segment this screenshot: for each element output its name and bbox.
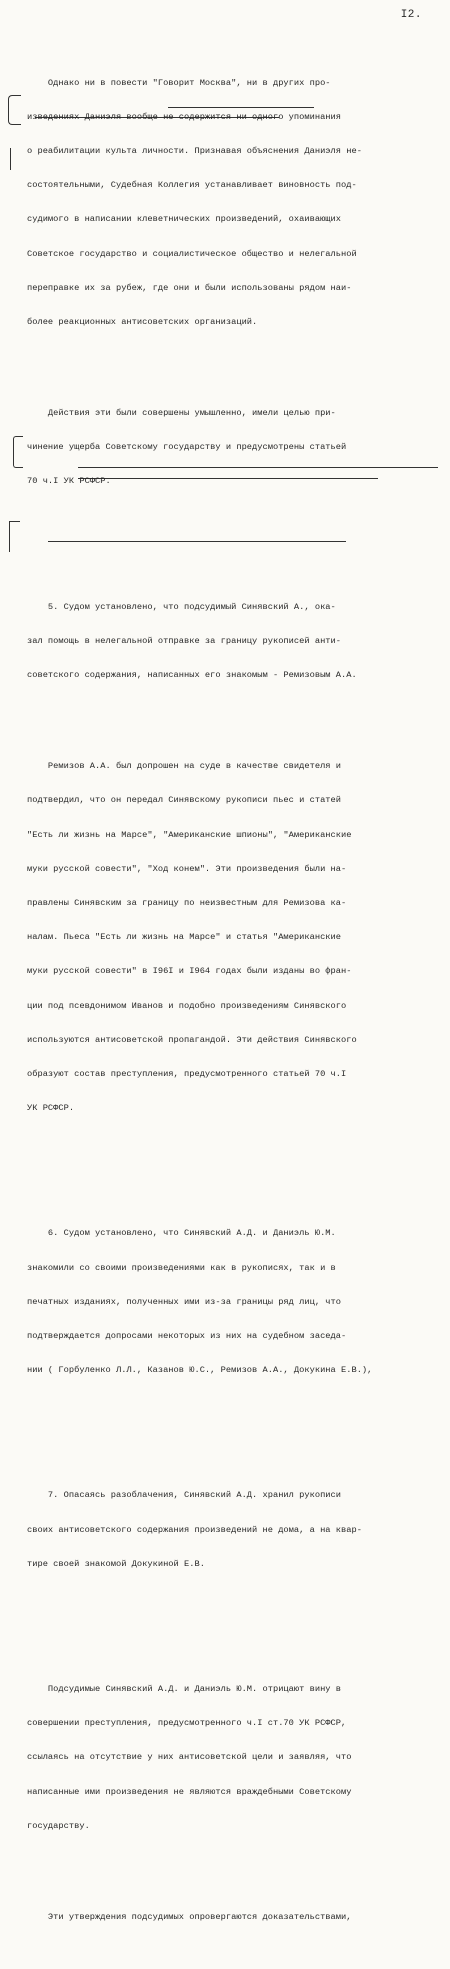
paragraph xyxy=(27,1889,431,1946)
text-line: правлены Синявским за границу по неизвестным для Ремизова ка- xyxy=(27,897,347,908)
paragraph xyxy=(27,385,431,510)
text-line xyxy=(27,567,431,578)
paragraph xyxy=(27,55,431,351)
text-line: судимого в написании клеветнических произведений, охаивающих xyxy=(27,214,342,225)
margin-bracket-mark xyxy=(8,95,21,125)
text-line: знакомили со своими произведениями как в рукописях, так и в xyxy=(27,1262,336,1273)
text-line: 6. Судом установлено, что Синявский А.Д. и Даниэль Ю.М. xyxy=(27,1228,336,1239)
paragraph xyxy=(27,1433,431,1593)
paragraph xyxy=(27,1171,431,1399)
text-line: тире своей знакомой Докукиной Е.В. xyxy=(27,1558,205,1569)
paragraph xyxy=(27,545,431,705)
text-line: "Есть ли жизнь на Марсе", "Американские шпионы", "Американские xyxy=(27,829,352,840)
text-line: 70 ч.I УК РСФСР. xyxy=(27,476,111,487)
paragraph xyxy=(27,1627,431,1855)
text-line: ссылаясь на отсутствие у них антисоветской цели и заявляя, что xyxy=(27,1752,352,1763)
text-line: изведениях Даниэля вообще не содержится ни одного упоминания xyxy=(27,111,342,122)
page-number: I2. xyxy=(400,9,422,21)
text-line: написанные ими произведения не являются враждебными Советскому xyxy=(27,1786,352,1797)
document-body xyxy=(27,32,431,1969)
text-line: налам. Пьеса "Есть ли жизнь на Марсе" и статья "Американские xyxy=(27,932,342,943)
text-line: советского содержания, написанных его знакомым - Ремизовым А.А. xyxy=(27,670,357,681)
text-line xyxy=(27,1650,431,1661)
text-line: муки русской совести" в I96I и I964 годах были изданы во фран- xyxy=(27,966,352,977)
text-line: Однако ни в повести "Говорит Москва", ни в других про- xyxy=(27,77,331,88)
text-line: государству. xyxy=(27,1820,90,1831)
text-line: 7. Опасаясь разоблачения, Синявский А.Д. хранил рукописи xyxy=(27,1490,342,1501)
text-line: используются антисоветской пропагандой. Эти действия Синявского xyxy=(27,1034,357,1045)
text-line: чинение ущерба Советскому государству и предусмотрены статьей xyxy=(27,442,347,453)
text-line: ции под псевдонимом Иванов и подобно произведениям Синявского xyxy=(27,1000,347,1011)
margin-bracket-mark xyxy=(13,436,23,468)
text-line: зал помощь в нелегальной отправке за границу рукописей анти- xyxy=(27,635,342,646)
margin-line-mark xyxy=(10,148,19,170)
text-line: нии ( Горбуленко Л.Л., Казанов Ю.С., Ремизов А.А., Докукина Е.В.), xyxy=(27,1365,373,1376)
text-line: подтвердил, что он передал Синявскому рукописи пьес и статей xyxy=(27,795,342,806)
text-line: УК РСФСР. xyxy=(27,1103,75,1114)
text-line: 5. Судом установлено, что подсудимый Синявский А., ока- xyxy=(27,601,336,612)
text-line: Эти утверждения подсудимых опровергаются доказательствами, xyxy=(27,1911,352,1922)
margin-bracket-mark xyxy=(9,521,20,552)
text-line: о реабилитации культа личности. Признавая объяснения Даниэля не- xyxy=(27,146,362,157)
text-line xyxy=(27,1456,431,1467)
text-line: Советское государство и социалистическое общество и нелегальной xyxy=(27,248,357,259)
text-line: своих антисоветского содержания произведений не дома, а на квар- xyxy=(27,1524,362,1535)
text-line: печатных изданиях, полученных ими из-за границы ряд лиц, что xyxy=(27,1296,342,1307)
text-line: переправке их за рубеж, где они и были использованы рядом наи- xyxy=(27,282,352,293)
text-line: Подсудимые Синявский А.Д. и Даниэль Ю.М. отрицают вину в xyxy=(27,1684,342,1695)
text-line: образуют состав преступления, предусмотренного статьей 70 ч.I xyxy=(27,1068,347,1079)
paragraph xyxy=(27,738,431,1137)
text-line: состоятельными, Судебная Коллегия устанавливает виновность под- xyxy=(27,180,357,191)
text-line: более реакционных антисоветских организаций. xyxy=(27,317,258,328)
text-line: Ремизов А.А. был допрошен на суде в качестве свидетеля и xyxy=(27,761,342,772)
text-line: муки русской совести", "Ход конем". Эти произведения были на- xyxy=(27,863,347,874)
text-line xyxy=(27,1194,431,1205)
text-line: совершении преступления, предусмотренного ч.I ст.70 УК РСФСР, xyxy=(27,1718,347,1729)
text-line: Действия эти были совершены умышленно, имели целью при- xyxy=(27,408,336,419)
text-line: подтверждается допросами некоторых из них на судебном заседа- xyxy=(27,1330,347,1341)
